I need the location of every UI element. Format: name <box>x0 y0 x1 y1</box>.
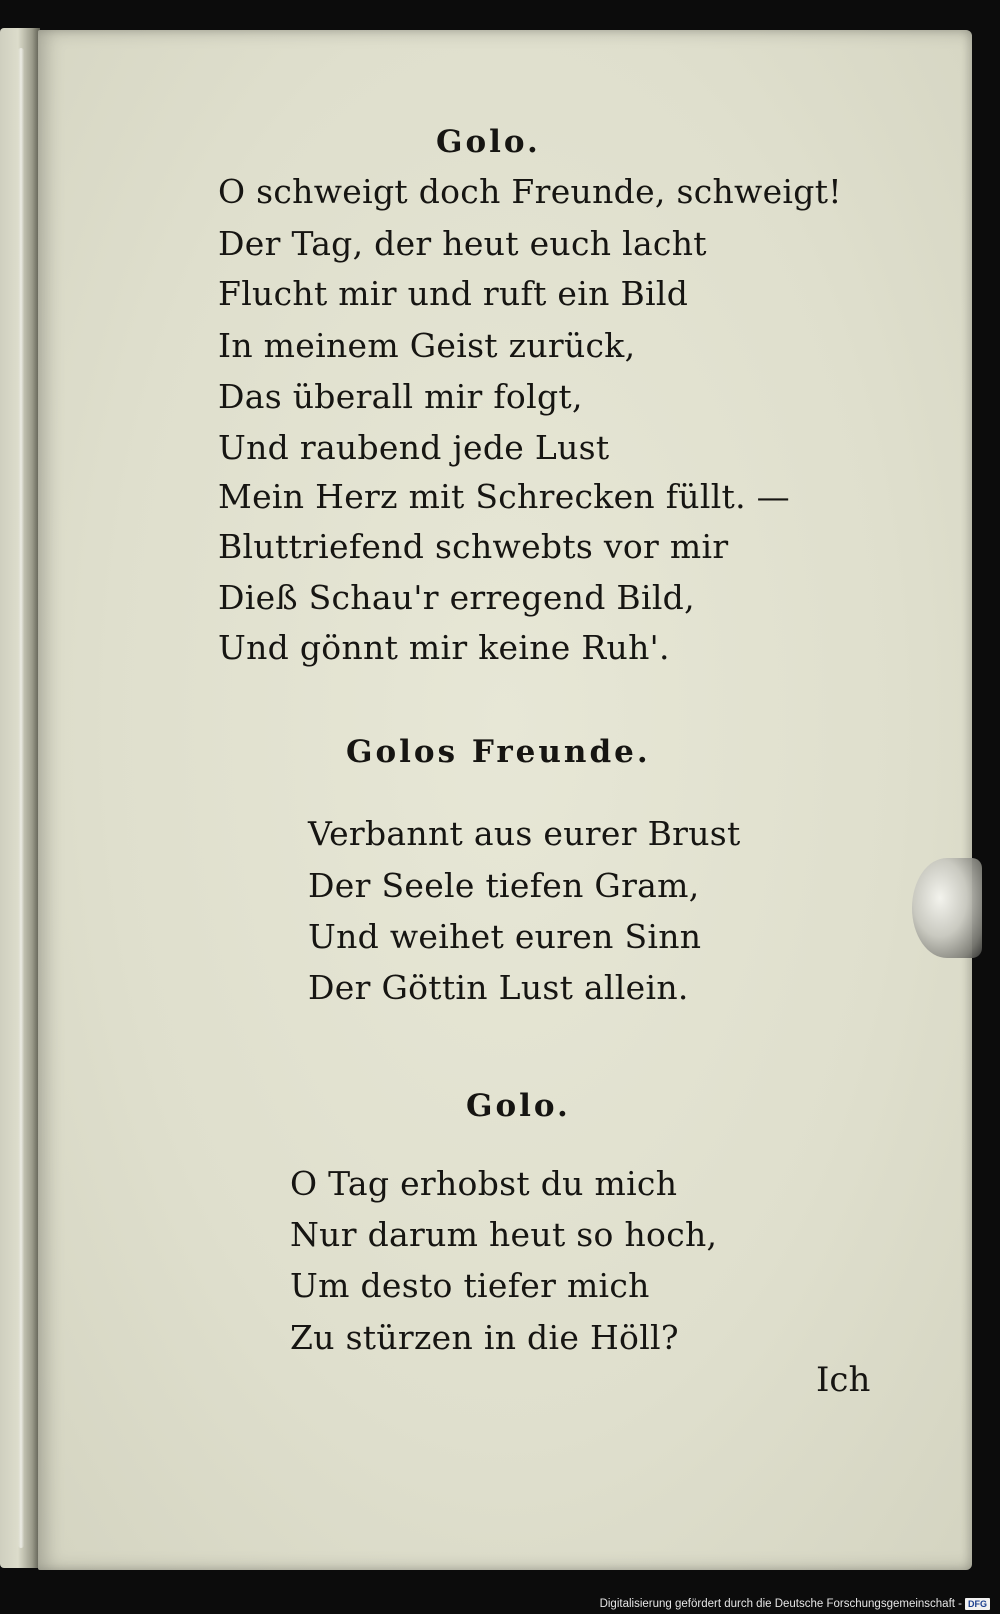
verse-line: Der Göttin Lust allein. <box>308 968 689 1007</box>
verse-line: Zu stürzen in die Höll? <box>290 1318 679 1357</box>
credit-text: Digitalisierung gefördert durch die Deutsche Forschungsgemeinschaft - <box>599 1598 962 1610</box>
verse-line: Der Seele tiefen Gram, <box>308 866 700 905</box>
verse-line: Bluttriefend schwebts vor mir <box>218 527 729 566</box>
verse-line: Flucht mir und ruft ein Bild <box>218 274 689 313</box>
dfg-logo: DFG <box>965 1598 990 1610</box>
verse-line: Und raubend jede Lust <box>218 428 610 467</box>
speaker-heading: Golo. <box>466 1088 571 1124</box>
verse-line: Der Tag, der heut euch lacht <box>218 224 707 263</box>
speaker-heading: Golo. <box>436 124 541 160</box>
verse-line: In meinem Geist zurück, <box>218 326 636 365</box>
verse-line: O schweigt doch Freunde, schweigt! <box>218 172 842 211</box>
verse-line: Nur darum heut so hoch, <box>290 1215 718 1254</box>
speaker-heading: Golos Freunde. <box>346 734 651 770</box>
verse-line: Dieß Schau'r erregend Bild, <box>218 578 695 617</box>
verse-line: O Tag erhobst du mich <box>290 1164 678 1203</box>
verse-line: Das überall mir folgt, <box>218 377 583 416</box>
catchword: Ich <box>816 1360 871 1400</box>
verse-line: Mein Herz mit Schrecken füllt. — <box>218 477 790 516</box>
verse-line: Und gönnt mir keine Ruh'. <box>218 628 670 667</box>
verse-line: Um desto tiefer mich <box>290 1266 650 1305</box>
verse-line: Verbannt aus eurer Brust <box>308 814 741 853</box>
book-binding <box>0 28 40 1568</box>
binding-thread <box>18 48 24 1548</box>
verse-line: Und weihet euren Sinn <box>308 917 702 956</box>
page-clip <box>912 858 982 958</box>
digitization-credit <box>600 1598 990 1610</box>
